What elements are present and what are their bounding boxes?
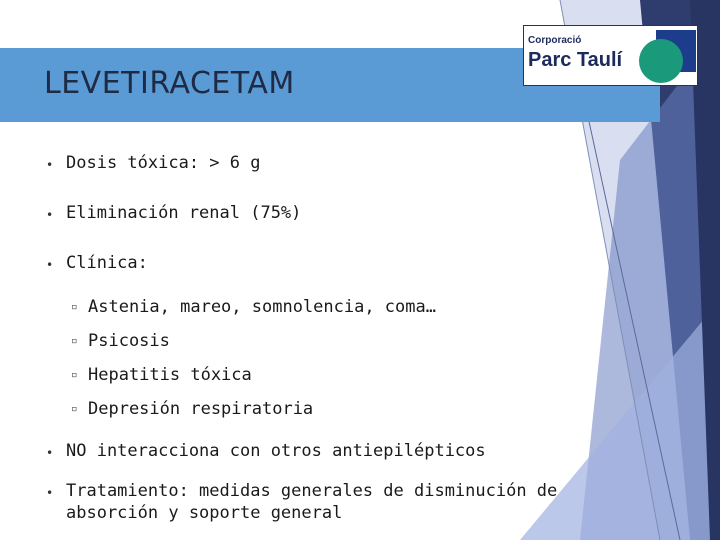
logo-green-circle [639,39,683,83]
corporacio-parc-tauli-logo [523,25,698,86]
bullet-text: Eliminación renal (75%) [66,203,302,223]
bullet-dot-icon: • [46,208,54,222]
sub-bullet-text: Depresión respiratoria [88,399,314,419]
logo-line2: Parc Taulí [528,49,623,71]
bullet-dot-icon: • [46,486,54,500]
logo-mark-icon [634,28,697,85]
square-bullet-icon: ▫ [71,334,78,347]
square-bullet-icon: ▫ [71,368,78,381]
bullet-item [46,152,656,174]
sub-bullet-text: Hepatitis tóxica [88,365,252,385]
sub-bullet-item [46,364,656,386]
bullet-text: NO interacciona con otros antiepilépticos [66,441,486,461]
sub-bullet-text: Astenia, mareo, somnolencia, coma… [88,297,436,317]
square-bullet-icon: ▫ [71,300,78,313]
bullet-text: Dosis tóxica: > 6 g [66,153,261,173]
sub-bullet-item [46,398,656,420]
bullet-item [46,440,656,462]
bullet-item [46,252,656,274]
sub-bullet-item [46,296,656,318]
bullet-dot-icon: • [46,158,54,172]
logo-line1: Corporació [528,35,582,46]
slide-title: LEVETIRACETAM [44,66,295,101]
bullet-item [46,202,656,224]
sub-bullet-item [46,330,656,352]
bullet-dot-icon: • [46,446,54,460]
bullet-dot-icon: • [46,258,54,272]
bullet-text: Tratamiento: medidas generales de disminución de absorción y soporte general [66,481,558,523]
square-bullet-icon: ▫ [71,402,78,415]
sub-bullet-text: Psicosis [88,331,170,351]
bullet-text: Clínica: [66,253,148,273]
bullet-item [46,480,656,524]
slide-body [46,152,656,524]
